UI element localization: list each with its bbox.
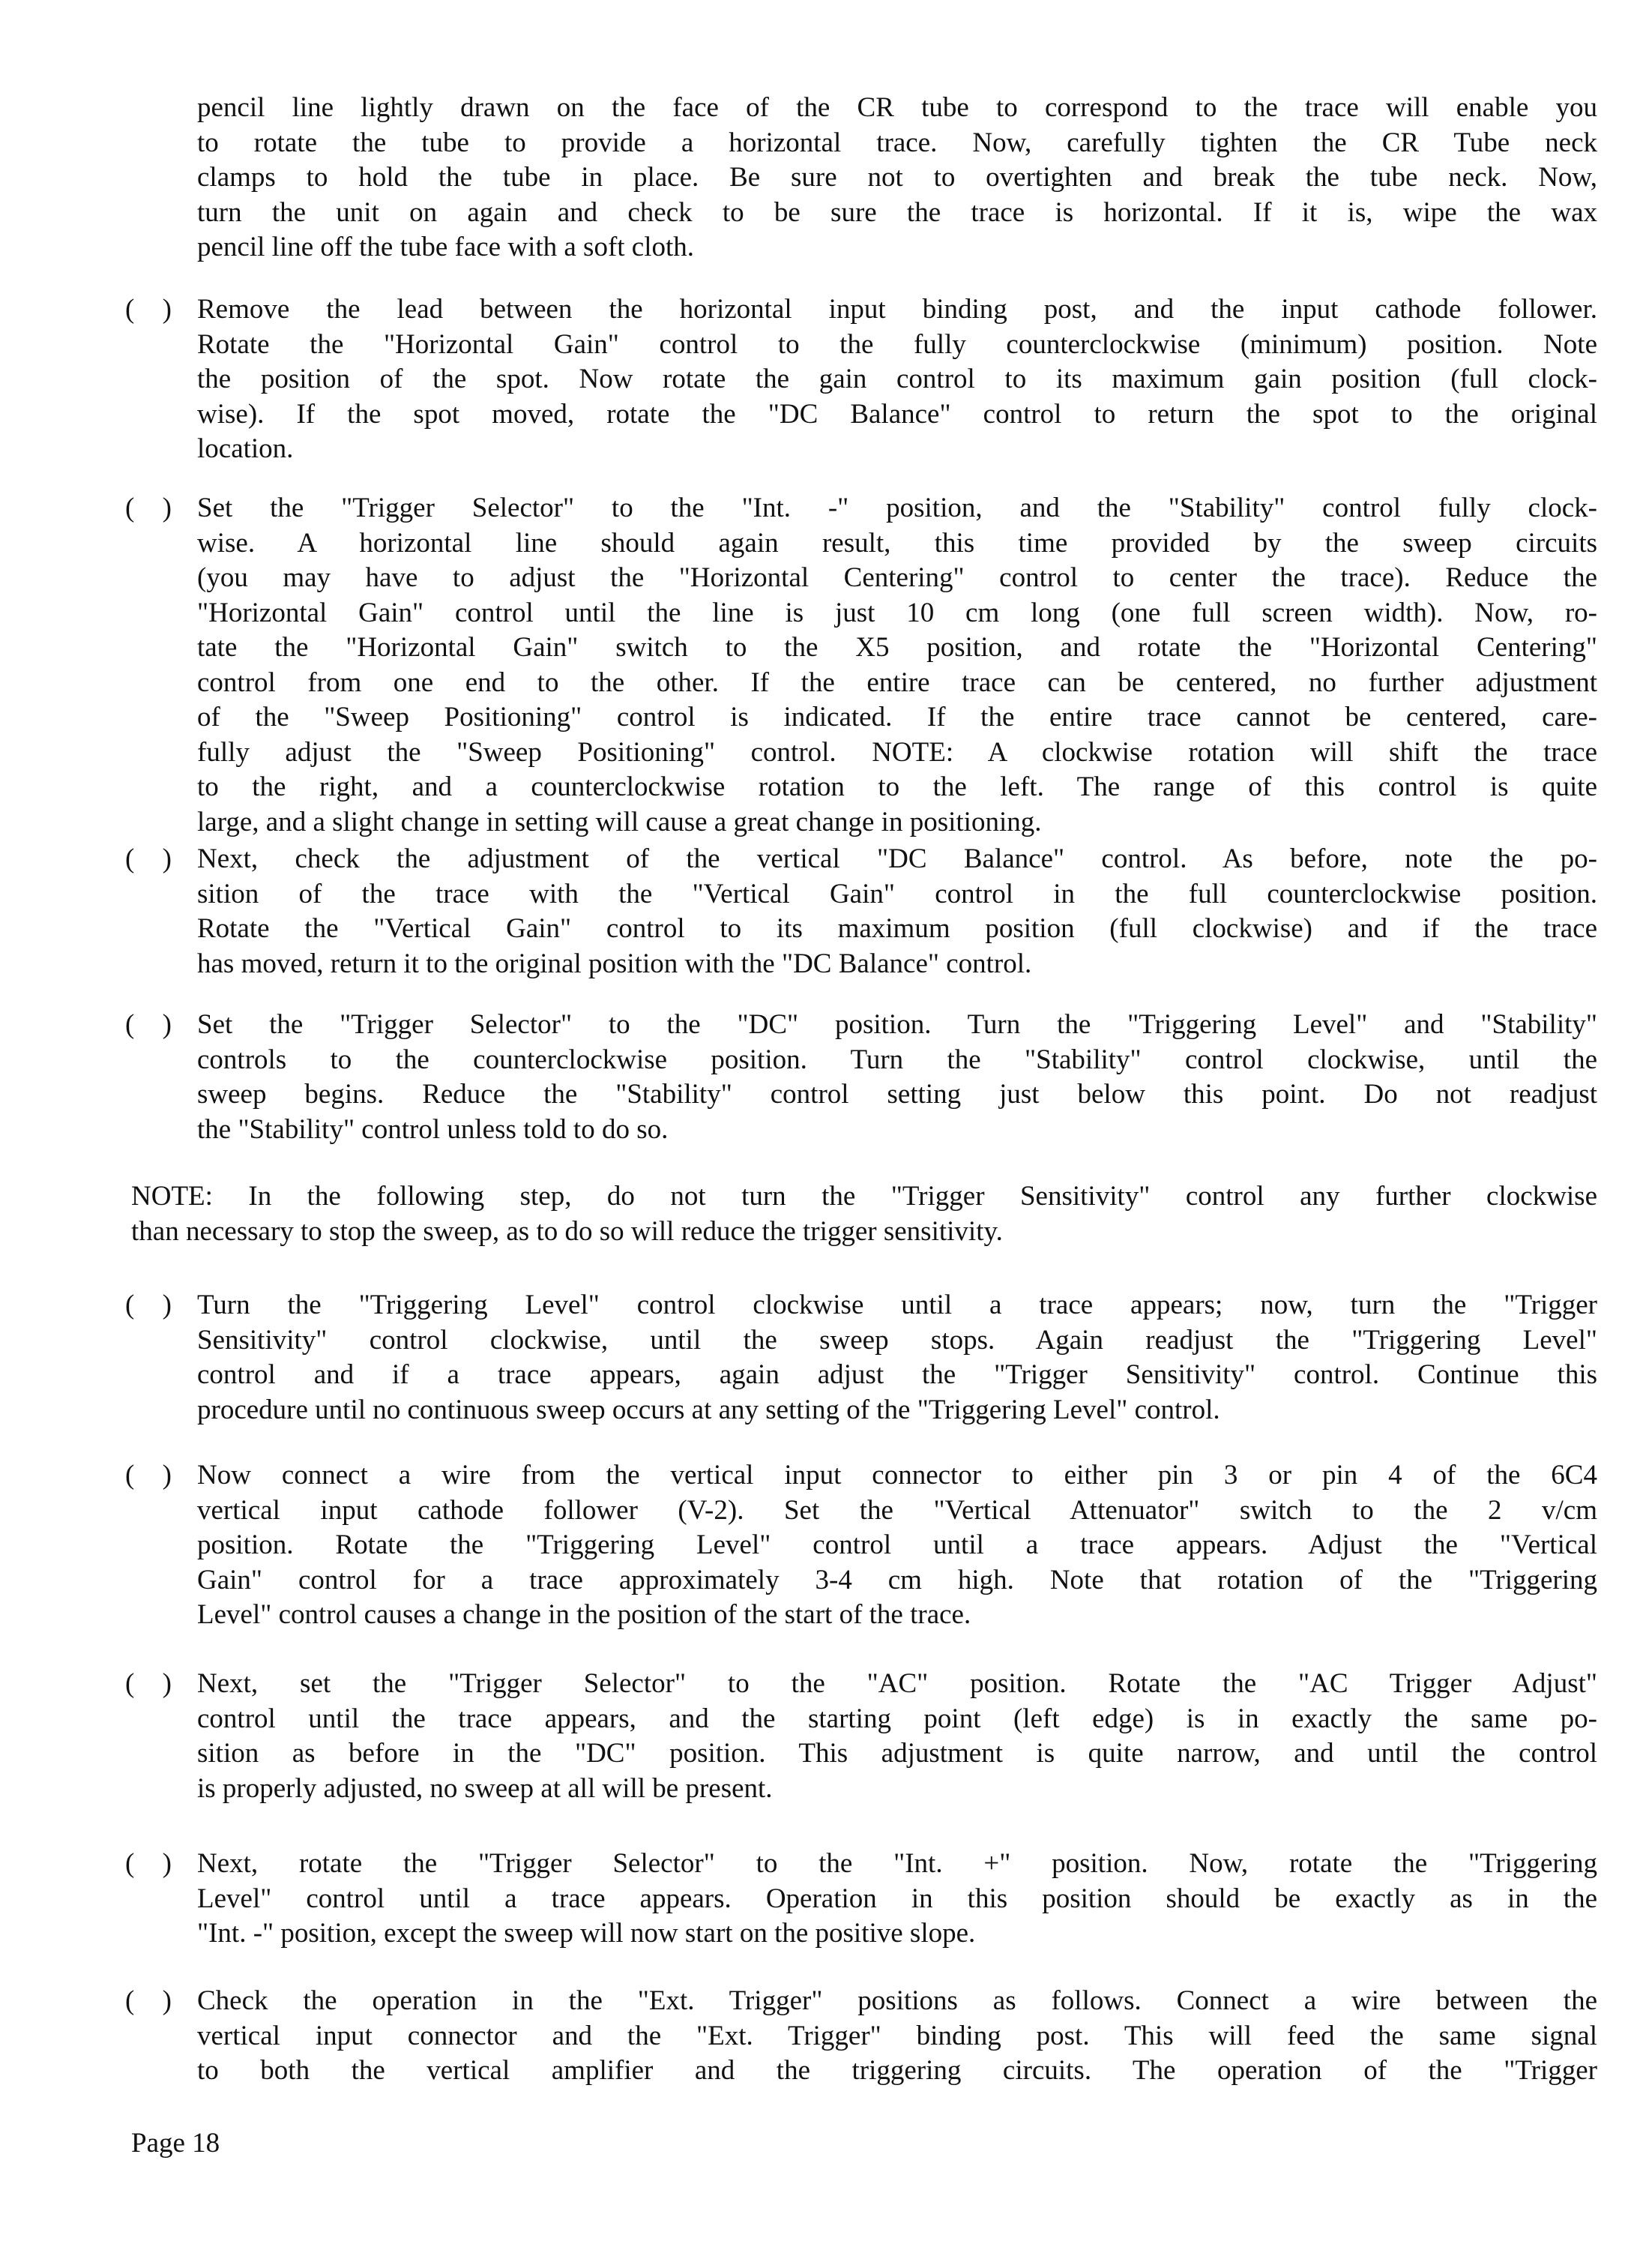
text-line: Set the "Trigger Selector" to the "DC" position. Turn the "Triggering Level" and "Stability" [197, 1009, 1597, 1040]
checklist-step [125, 842, 1597, 981]
text-line: Level" control causes a change in the position of the start of the trace. [197, 1599, 971, 1630]
text-line: pencil line off the tube face with a soft cloth. [197, 232, 695, 262]
checklist-step [125, 292, 1597, 467]
checklist-step [125, 491, 1597, 840]
text-line: Gain" control for a trace approximately 3-4 cm high. Note that rotation of the "Triggering [197, 1564, 1597, 1595]
note-paragraph [131, 1179, 1597, 1249]
text-line: pencil line lightly drawn on the face of the CR tube to correspond to the trace will enable you [197, 92, 1597, 123]
text-line: fully adjust the "Sweep Positioning" control. NOTE: A clockwise rotation will shift the trace [197, 736, 1597, 768]
text-line: Sensitivity" control clockwise, until the sweep stops. Again readjust the "Triggering Level" [197, 1324, 1597, 1356]
text-line: (you may have to adjust the "Horizontal Centering" control to center the trace). Reduce the [197, 562, 1597, 593]
text-line: vertical input cathode follower (V-2). Set the "Vertical Attenuator" switch to the 2 v/cm [197, 1494, 1597, 1526]
text-line: to rotate the tube to provide a horizontal trace. Now, carefully tighten the CR Tube neck [197, 127, 1597, 158]
text-line: Remove the lead between the horizontal input binding post, and the input cathode follower. [197, 294, 1597, 325]
text-line: location. [197, 433, 294, 464]
text-line: than necessary to stop the sweep, as to do so will reduce the trigger sensitivity. [131, 1215, 1003, 1247]
checklist-step [125, 1984, 1597, 2089]
text-line: Next, set the "Trigger Selector" to the "AC" position. Rotate the "AC Trigger Adjust" [197, 1668, 1597, 1699]
text-line: control from one end to the other. If the entire trace can be centered, no further adjustment [197, 667, 1597, 698]
text-line: to both the vertical amplifier and the triggering circuits. The operation of the "Trigger [197, 2055, 1597, 2086]
text-line: control and if a trace appears, again adjust the "Trigger Sensitivity" control. Continue this [197, 1359, 1597, 1390]
checklist-step [125, 1288, 1597, 1428]
text-line: Check the operation in the "Ext. Trigger" positions as follows. Connect a wire between the [197, 1985, 1597, 2016]
page-number: Page 18 [131, 2128, 220, 2159]
text-line: the "Stability" control unless told to do so. [197, 1113, 669, 1145]
step-checkbox: ( ) [125, 1668, 182, 1699]
text-line: Level" control until a trace appears. Operation in this position should be exactly as in the [197, 1883, 1597, 1914]
text-line: clamps to hold the tube in place. Be sure not to overtighten and break the tube neck. Now, [197, 162, 1597, 193]
checklist-step [125, 1008, 1597, 1147]
text-line: sition of the trace with the "Vertical Gain" control in the full counterclockwise position. [197, 878, 1597, 909]
paragraph [197, 91, 1597, 265]
text-line: Now connect a wire from the vertical input connector to either pin 3 or pin 4 of the 6C4 [197, 1460, 1597, 1491]
text-line: Turn the "Triggering Level" control clockwise until a trace appears; now, turn the "Trigger [197, 1290, 1597, 1320]
text-line: vertical input connector and the "Ext. Trigger" binding post. This will feed the same signal [197, 2020, 1597, 2051]
text-line: to the right, and a counterclockwise rotation to the left. The range of this control is quite [197, 771, 1597, 802]
text-line: wise. A horizontal line should again result, this time provided by the sweep circuits [197, 527, 1597, 559]
text-line: "Horizontal Gain" control until the line is just 10 cm long (one full screen width). Now, ro- [197, 597, 1597, 628]
text-line: controls to the counterclockwise position. Turn the "Stability" control clockwise, until the [197, 1044, 1597, 1075]
text-line: "Int. -" position, except the sweep will now start on the positive slope. [197, 1918, 976, 1949]
text-line: sweep begins. Reduce the "Stability" control setting just below this point. Do not readjust [197, 1079, 1597, 1110]
step-checkbox: ( ) [125, 1009, 182, 1040]
text-line: NOTE: In the following step, do not turn the "Trigger Sensitivity" control any further clockwise [131, 1181, 1597, 1212]
text-line: turn the unit on again and check to be sure the trace is horizontal. If it is, wipe the wax [197, 196, 1597, 228]
text-line: Set the "Trigger Selector" to the "Int. -" position, and the "Stability" control fully clock- [197, 493, 1597, 523]
text-line: Rotate the "Vertical Gain" control to its maximum position (full clockwise) and if the trace [197, 913, 1597, 944]
text-line: Rotate the "Horizontal Gain" control to the fully counterclockwise (minimum) position. Note [197, 328, 1597, 360]
text-line: is properly adjusted, no sweep at all will be present. [197, 1772, 773, 1804]
text-line: procedure until no continuous sweep occurs at any setting of the "Triggering Level" control. [197, 1394, 1220, 1425]
step-checkbox: ( ) [125, 1290, 182, 1320]
checklist-step [125, 1458, 1597, 1633]
step-checkbox: ( ) [125, 294, 182, 325]
text-line: Next, rotate the "Trigger Selector" to the "Int. +" position. Now, rotate the "Triggering [197, 1848, 1597, 1879]
text-line: has moved, return it to the original position with the "DC Balance" control. [197, 948, 1032, 979]
step-checkbox: ( ) [125, 1460, 182, 1491]
step-checkbox: ( ) [125, 1848, 182, 1879]
text-line: large, and a slight change in setting will cause a great change in positioning. [197, 806, 1042, 837]
step-checkbox: ( ) [125, 843, 182, 874]
text-line: of the "Sweep Positioning" control is indicated. If the entire trace cannot be centered, care- [197, 702, 1597, 733]
text-line: position. Rotate the "Triggering Level" control until a trace appears. Adjust the "Vertical [197, 1529, 1597, 1560]
text-line: sition as before in the "DC" position. This adjustment is quite narrow, and until the control [197, 1738, 1597, 1769]
text-line: the position of the spot. Now rotate the gain control to its maximum gain position (full clock- [197, 364, 1597, 394]
text-line: wise). If the spot moved, rotate the "DC Balance" control to return the spot to the original [197, 398, 1597, 430]
text-line: Next, check the adjustment of the vertical "DC Balance" control. As before, note the po- [197, 843, 1597, 874]
checklist-step [125, 1847, 1597, 1952]
checklist-step [125, 1667, 1597, 1806]
step-checkbox: ( ) [125, 493, 182, 523]
text-line: tate the "Horizontal Gain" switch to the X5 position, and rotate the "Horizontal Centering" [197, 632, 1597, 663]
text-line: control until the trace appears, and the starting point (left edge) is in exactly the same po- [197, 1703, 1597, 1734]
step-checkbox: ( ) [125, 1985, 182, 2016]
